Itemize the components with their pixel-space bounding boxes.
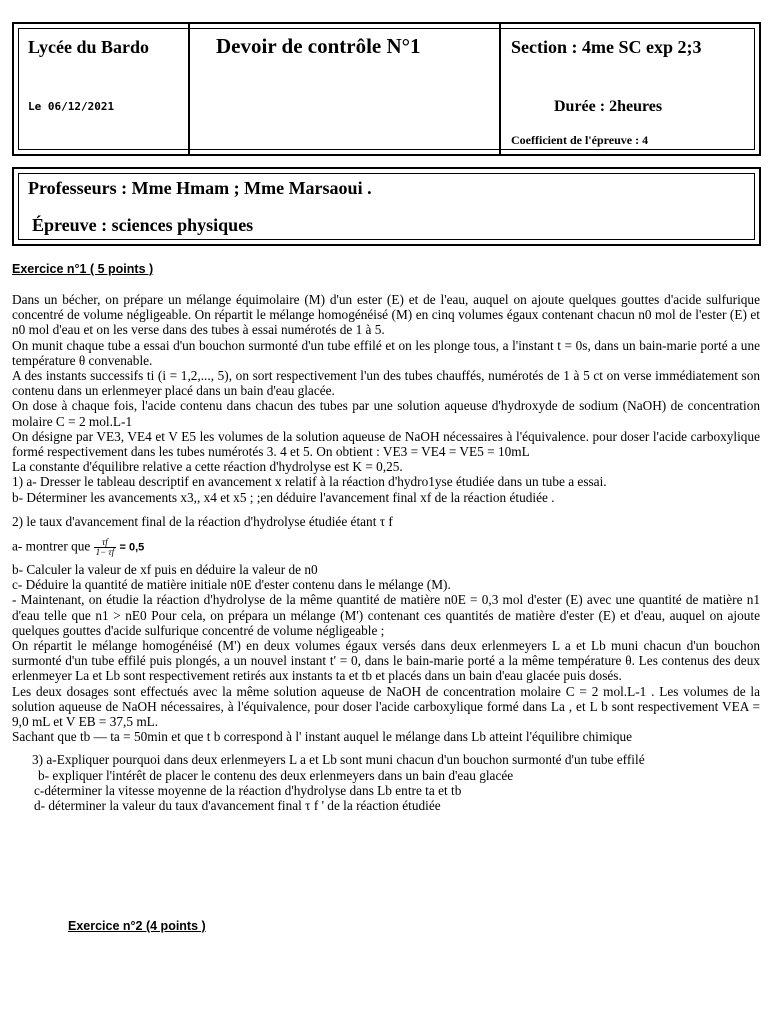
intro-paragraph: On munit chaque tube a essai d'un bouchon surmonté d'un tube effilé et on les plonge tous, a l'instant t = 0s, dans un bain-marie porté a une température θ convenable. bbox=[12, 337, 760, 368]
question-1a: 1) a- Dresser le tableau descriptif en avancement x relatif à la réaction d'hydro1yse étudiée dans un tube a essai. bbox=[12, 474, 607, 490]
intro-paragraph: La constante d'équilibre relative a cette réaction d'hydrolyse est K = 0,25. bbox=[12, 459, 403, 475]
question-3c: c-déterminer la vitesse moyenne de la réaction d'hydrolyse dans Lb entre ta et tb bbox=[34, 782, 462, 798]
part2-paragraph: Les deux dosages sont effectués avec la même solution aqueuse de NaOH de concentration molaire C = 2 mol.L-1 . Les volumes de la solution aqueuse de NaOH nécessaires, à l'équivalence, pour doser l'acide carboxylique formé dans La , et L b sont respectivement VEA = 9,0 mL et V EB = 37,5 mL. bbox=[12, 683, 760, 730]
subject: Épreuve : sciences physiques bbox=[32, 215, 254, 235]
exam-date: Le 06/12/2021 bbox=[28, 100, 115, 113]
part2-paragraph: - Maintenant, on étudie la réaction d'hydrolyse de la même quantité de matière n0E = 0,3 mol d'ester (E) avec une quantité de matière n1 d'eau telle que n1 > nE0 Pour cela, on prépara un mélange (M') contenant ces quantités de matière d'ester (E) et d'eau, auquel on ajoute quelques gouttes d'acide sulfurique concentré de volume négligeable ; bbox=[12, 592, 760, 638]
fraction: $\frac{\tau f}{1- \tau f}$ bbox=[95, 537, 115, 558]
question-3b: b- expliquer l'intérêt de placer le contenu des deux erlenmeyers dans un bain d'eau glacée bbox=[38, 767, 514, 783]
part2-paragraph: Sachant que tb — ta = 50min et que t b correspond à l' instant auquel le mélange dans Lb atteint l'équilibre chimique bbox=[12, 729, 633, 745]
question-2b: b- Calculer la valeur de xf puis en déduire la valeur de n0 bbox=[12, 562, 318, 578]
question-2c: c- Déduire la quantité de matière initiale n0E d'ester contenu dans le mélange (M). bbox=[12, 577, 451, 593]
question-2: 2) le taux d'avancement final de la réaction d'hydrolyse étudiée étant τ f bbox=[12, 513, 393, 529]
intro-paragraph: A des instants successifs ti (i = 1,2,..., 5), on sort respectivement l'un des tubes chauffés, numérotés de 1 à 5 ct on verse immédiatement son contenu dans un erlenmeyer placé dans un bain d'eau glacée. bbox=[12, 368, 760, 399]
exam-duration: Durée : 2heures bbox=[554, 98, 663, 115]
exercise2-title: Exercice n°2 (4 points ) bbox=[68, 919, 206, 933]
school-name: Lycée du Bardo bbox=[28, 37, 150, 57]
professors: Professeurs : Mme Hmam ; Mme Marsaoui . bbox=[28, 178, 372, 198]
intro-paragraph: Dans un bécher, on prépare un mélange équimolaire (M) d'un ester (E) et de l'eau, auquel on ajoute quelques gouttes d'acide sulfurique concentré de volume négligeable. On répartit le mélange homogénéisé (M) en cinq volumes égaux contenant chacun n0 mol de l'ester (E) et n0 mol d'eau et on les verse dans des tubes à essai numérotés de 1 à 5. bbox=[12, 292, 760, 338]
exam-coefficient: Coefficient de l'épreuve : 4 bbox=[511, 133, 649, 147]
exercise1-title: Exercice n°1 ( 5 points ) bbox=[12, 262, 154, 276]
exercise1-body bbox=[12, 292, 760, 813]
intro-paragraph: On désigne par VE3, VE4 et V E5 les volumes de la solution aqueuse de NaOH nécessaires à l'équivalence. pour doser l'acide carboxylique formé respectivement dans les tubes numérotés 3. 4 et 5. On obtient : VE3 = VE4 = VE5 = 10mL bbox=[12, 428, 760, 460]
exam-title: Devoir de contrôle N°1 bbox=[216, 34, 421, 58]
question-3a: 3) a-Expliquer pourquoi dans deux erlenmeyers L a et Lb sont muni chacun d'un bouchon surmonté d'un tube effilé bbox=[32, 752, 645, 768]
part2-paragraph: On répartit le mélange homogénéisé (M') en deux volumes égaux versés dans deux erlenmeyers L a et Lb muni chacun d'un bouchon surmonté d'un tube effilé puis plongés, a un nouvel instant t' = 0, dans le bain-marie porté a la même température θ. Les contenus des deux erlenmeyer La et Lb sont respectivement retirés aux instants ta et tb et placés dans un bain d'eau glacée puis dosés. bbox=[12, 638, 760, 684]
question-3d: d- déterminer la valeur du taux d'avancement final τ f ' de la réaction étudiée bbox=[34, 798, 441, 814]
intro-paragraph: On dose à chaque fois, l'acide contenu dans chacun des tubes par une solution aqueuse d'hydroxyde de sodium (NaOH) de concentration molaire C = 2 mol.L-1 bbox=[12, 398, 760, 429]
question-2a: a- montrer que $\frac{\tau f}{1- \tau f}$ = 0,5 bbox=[12, 537, 145, 558]
question-1b: b- Déterminer les avancements x3,, x4 et x5 ; ;en déduire l'avancement final xf de la réaction étudiée . bbox=[12, 489, 555, 505]
section-info: Section : 4me SC exp 2;3 bbox=[511, 37, 702, 57]
